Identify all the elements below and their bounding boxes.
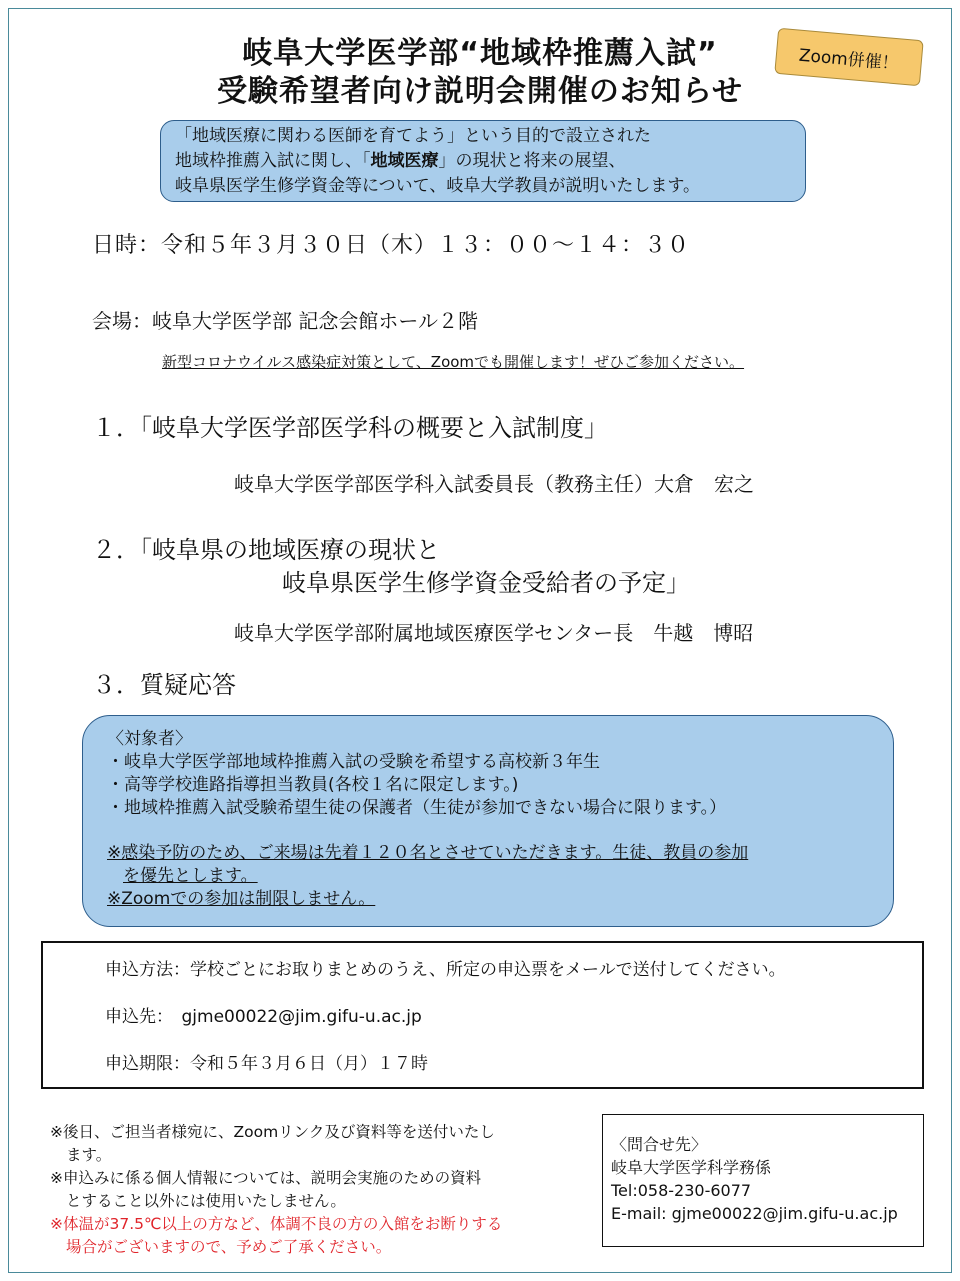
section-2-presenter: 岐阜大学医学部附属地域医療医学センター長 牛越 博昭	[234, 621, 754, 645]
intro-line-2-pre: 地域枠推薦入試に関し、「	[175, 151, 371, 171]
capacity-note-line-2	[107, 865, 893, 888]
contact-header: 〈問合せ先〉	[611, 1135, 708, 1154]
contact-box	[602, 1114, 924, 1247]
note-1a: ※後日、ご担当者様宛に、Zoomリンク及び資料等を送付いたし	[50, 1123, 495, 1141]
target-item: ・地域枠推薦入試受験希望生徒の保護者（生徒が参加できない場合に限ります。）	[107, 798, 727, 818]
intro-line-2	[175, 149, 805, 174]
footnotes	[50, 1121, 590, 1259]
section-2-heading: ２．「岐阜県の地域医療の現状と	[92, 536, 440, 564]
event-venue: 会場：岐阜大学医学部 記念会館ホール２階	[92, 309, 478, 333]
note-3a: ※体温が37.5℃以上の方など、体調不良の方の入館をお断りする	[50, 1215, 503, 1233]
contact-tel: Tel:058-230-6077	[611, 1181, 752, 1200]
section-1-heading: １．「岐阜大学医学部医学科の概要と入試制度」	[92, 414, 608, 442]
application-box	[41, 941, 924, 1089]
capacity-note-line-2-text: を優先とします。	[123, 866, 258, 886]
section-1-presenter: 岐阜大学医学部医学科入試委員長（教務主任）大倉 宏之	[234, 472, 754, 496]
intro-line-2-post: 」の現状と将来の展望、	[438, 151, 626, 171]
target-audience-box	[82, 715, 894, 927]
contact-org: 岐阜大学医学科学務係	[611, 1158, 772, 1177]
section-3-heading: ３．質疑応答	[92, 671, 236, 699]
capacity-note-line-1: ※感染予防のため、ご来場は先着１２０名とさせていただきます。生徒、教員の参加	[107, 843, 749, 863]
apply-to: 申込先： gjme00022@jim.gifu-u.ac.jp	[105, 1007, 422, 1027]
title-line-1: 岐阜大学医学部“地域枠推薦入試”	[242, 36, 718, 71]
spacer	[107, 820, 893, 842]
contact-email[interactable]: E-mail: gjme00022@jim.gifu-u.ac.jp	[611, 1204, 898, 1223]
apply-deadline: 申込期限：令和５年３月６日（月）１７時	[105, 1054, 428, 1074]
note-1b: ます。	[66, 1146, 112, 1164]
target-item: ・高等学校進路指導担当教員(各校１名に限定します。)	[107, 775, 519, 795]
event-datetime: 日時：令和５年３月３０日（木）１３：００～１４：３０	[92, 233, 691, 258]
intro-line-1: 「地域医療に関わる医師を育てよう」という目的で設立された	[175, 126, 651, 146]
intro-line-3: 岐阜県医学生修学資金等について、岐阜大学教員が説明いたします。	[175, 176, 700, 196]
title-line-2: 受験希望者向け説明会開催のお知らせ	[216, 74, 744, 109]
note-2b: とすること以外には使用いたしません。	[66, 1192, 346, 1210]
zoom-note-text: ※Zoomでの参加は制限しません。	[107, 889, 376, 909]
intro-box	[160, 120, 806, 202]
note-2a: ※申込みに係る個人情報については、説明会実施のための資料	[50, 1169, 482, 1187]
target-header: 〈対象者〉	[107, 729, 192, 749]
intro-line-2-bold: 地域医療	[370, 151, 439, 171]
apply-method: 申込方法：学校ごとにお取りまとめのうえ、所定の申込票をメールで送付してください。	[105, 960, 786, 980]
covid-zoom-note: 新型コロナウイルス感染症対策として、Zoomでも開催します！ぜひご参加ください。	[162, 353, 745, 371]
zoom-badge: Zoom併催！	[774, 28, 923, 87]
section-2-heading-cont: 岐阜県医学生修学資金受給者の予定」	[282, 569, 690, 597]
target-item: ・岐阜大学医学部地域枠推薦入試の受験を希望する高校新３年生	[107, 752, 600, 772]
zoom-note	[107, 888, 893, 911]
note-3b: 場合がございますので、予めご了承ください。	[66, 1238, 392, 1256]
